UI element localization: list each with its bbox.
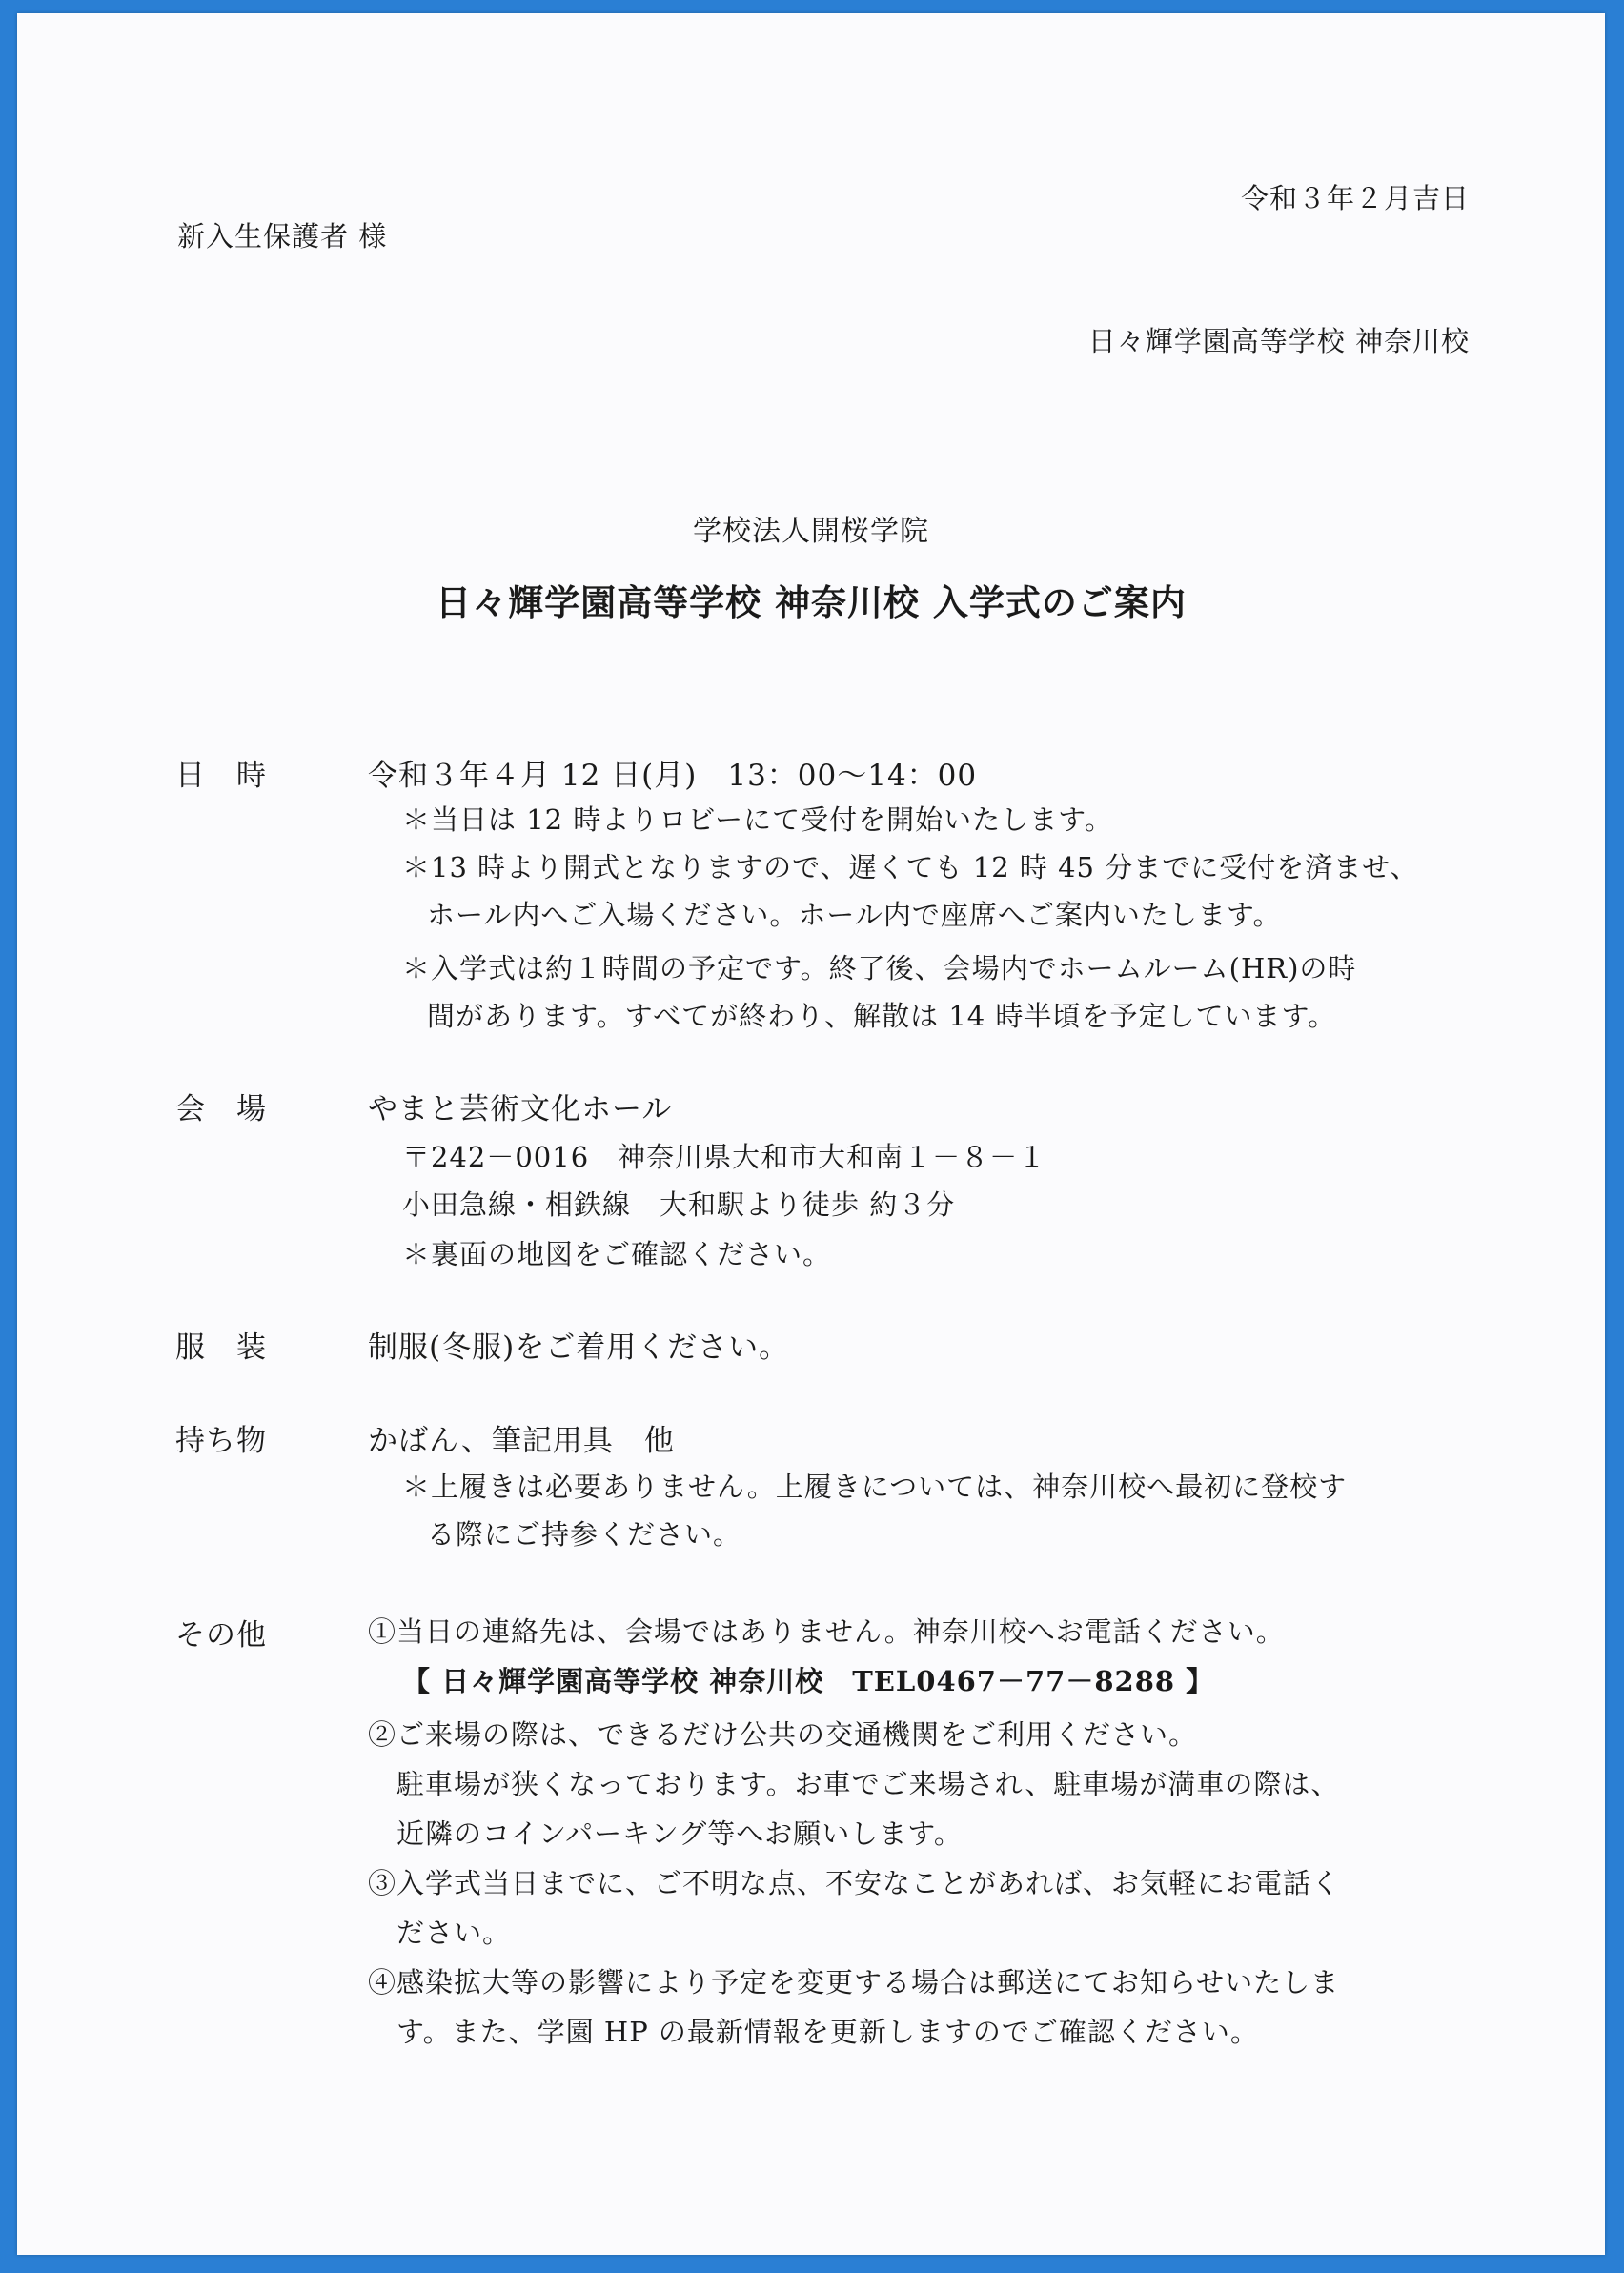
- datetime-main: 令和３年４月 12 日(月) 13：00～14：00: [368, 759, 978, 793]
- recipient-line: 新入生保護者 様: [177, 220, 388, 253]
- venue-address: 〒242－0016 神奈川県大和市大和南１－８－１: [402, 1141, 1047, 1173]
- other-line: ③入学式当日までに、ご不明な点、不安なことがあれば、お気軽にお電話く: [368, 1867, 1341, 1899]
- datetime-note: ホール内へご入場ください。ホール内で座席へご案内いたします。: [427, 899, 1282, 931]
- other-line: す。また、学園 HP の最新情報を更新しますのでご確認ください。: [396, 2016, 1259, 2048]
- other-line: ださい。: [396, 1917, 512, 1949]
- datetime-note: 間があります。すべてが終わり、解散は 14 時半頃を予定しています。: [427, 1000, 1337, 1032]
- other-line: 駐車場が狭くなっております。お車でご来場され、駐車場が満車の際は、: [396, 1768, 1340, 1800]
- items-text: かばん、筆記用具 他: [368, 1424, 675, 1458]
- contact-phone: 【 日々輝学園高等学校 神奈川校 TEL0467－77－8288 】: [402, 1665, 1215, 1697]
- document-date: 令和３年２月吉日: [1240, 182, 1470, 214]
- items-label: 持ち物: [175, 1424, 267, 1458]
- other-line: ①当日の連絡先は、会場ではありません。神奈川校へお電話ください。: [368, 1615, 1285, 1648]
- venue-access: 小田急線・相鉄線 大和駅より徒歩 約３分: [402, 1188, 956, 1221]
- organization-name: 学校法人開桜学院: [693, 515, 929, 548]
- dress-label: 服 装: [175, 1330, 267, 1365]
- venue-note: ＊裏面の地図をご確認ください。: [402, 1238, 832, 1270]
- venue-label: 会 場: [175, 1092, 267, 1126]
- document-title: 日々輝学園高等学校 神奈川校 入学式のご案内: [436, 582, 1187, 623]
- items-note: ＊上履きは必要ありません。上履きについては、神奈川校へ最初に登校す: [402, 1471, 1348, 1503]
- datetime-note: ＊入学式は約１時間の予定です。終了後、会場内でホームルーム(HR)の時: [402, 952, 1357, 984]
- other-line: ④感染拡大等の影響により予定を変更する場合は郵送にてお知らせいたしま: [368, 1966, 1340, 1999]
- other-line: ②ご来場の際は、できるだけ公共の交通機関をご利用ください。: [368, 1718, 1198, 1751]
- dress-text: 制服(冬服)をご着用ください。: [368, 1330, 790, 1365]
- venue-name: やまと芸術文化ホール: [368, 1092, 673, 1126]
- other-line: 近隣のコインパーキング等へお願いします。: [396, 1817, 963, 1850]
- datetime-label: 日 時: [175, 759, 267, 793]
- sender-line: 日々輝学園高等学校 神奈川校: [1087, 325, 1470, 357]
- datetime-note: ＊13 時より開式となりますので、遅くても 12 時 45 分までに受付を済ませ、: [402, 851, 1419, 883]
- datetime-note: ＊当日は 12 時よりロビーにて受付を開始いたします。: [402, 803, 1113, 836]
- items-note: る際にご持参ください。: [427, 1518, 742, 1551]
- document-page: [17, 13, 1605, 2255]
- other-label: その他: [175, 1618, 267, 1653]
